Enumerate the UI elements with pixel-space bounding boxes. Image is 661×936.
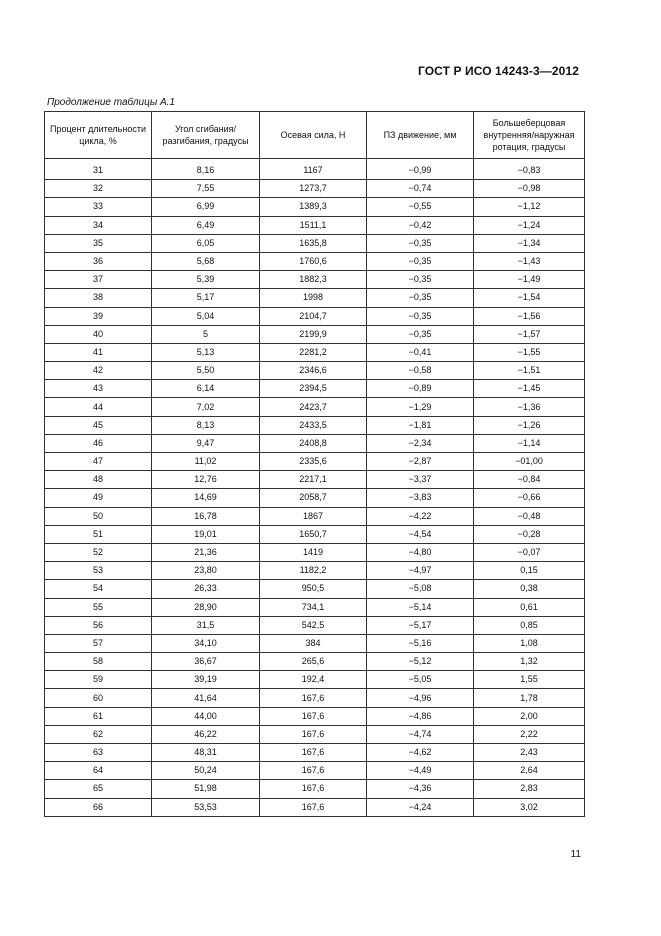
cell-flexion-angle: 6,99: [152, 198, 260, 216]
cell-tibial-rotation: 0,85: [474, 616, 585, 634]
cell-ap-motion: −0,55: [367, 198, 474, 216]
cell-ap-motion: −0,35: [367, 271, 474, 289]
cell-flexion-angle: 31,5: [152, 616, 260, 634]
cell-ap-motion: −0,74: [367, 180, 474, 198]
cell-ap-motion: −0,35: [367, 252, 474, 270]
cell-cycle-percent: 39: [45, 307, 152, 325]
cell-flexion-angle: 21,36: [152, 543, 260, 561]
table-row: [45, 343, 585, 361]
table-row: [45, 489, 585, 507]
cell-axial-force: 167,6: [260, 707, 367, 725]
cell-tibial-rotation: −0,28: [474, 525, 585, 543]
cell-tibial-rotation: 1,08: [474, 634, 585, 652]
cell-cycle-percent: 53: [45, 562, 152, 580]
column-header-cycle-percent: Процент длительности цикла, %: [45, 112, 152, 159]
cell-axial-force: 2394,5: [260, 380, 367, 398]
cell-ap-motion: −4,86: [367, 707, 474, 725]
cell-ap-motion: −4,49: [367, 762, 474, 780]
cell-axial-force: 2423,7: [260, 398, 367, 416]
cell-flexion-angle: 28,90: [152, 598, 260, 616]
cell-axial-force: 167,6: [260, 689, 367, 707]
cell-cycle-percent: 63: [45, 744, 152, 762]
cell-axial-force: 167,6: [260, 744, 367, 762]
cell-tibial-rotation: 0,38: [474, 580, 585, 598]
cell-tibial-rotation: −1,49: [474, 271, 585, 289]
cell-ap-motion: −0,89: [367, 380, 474, 398]
cell-cycle-percent: 43: [45, 380, 152, 398]
cell-cycle-percent: 32: [45, 180, 152, 198]
table-row: [45, 689, 585, 707]
table-row: [45, 598, 585, 616]
cell-flexion-angle: 36,67: [152, 653, 260, 671]
cell-axial-force: 1167: [260, 159, 367, 180]
cell-axial-force: 1635,8: [260, 234, 367, 252]
table-row: [45, 159, 585, 180]
table-row: [45, 252, 585, 270]
cell-flexion-angle: 23,80: [152, 562, 260, 580]
column-header-axial-force: Осевая сила, Н: [260, 112, 367, 159]
table-row: [45, 562, 585, 580]
cell-cycle-percent: 31: [45, 159, 152, 180]
cell-cycle-percent: 66: [45, 798, 152, 816]
cell-cycle-percent: 34: [45, 216, 152, 234]
page-number: 11: [570, 849, 581, 860]
cell-ap-motion: −5,14: [367, 598, 474, 616]
table-row: [45, 289, 585, 307]
table-row: [45, 762, 585, 780]
cell-flexion-angle: 53,53: [152, 798, 260, 816]
table-row: [45, 471, 585, 489]
table-row: [45, 780, 585, 798]
cell-cycle-percent: 59: [45, 671, 152, 689]
cell-ap-motion: −4,74: [367, 725, 474, 743]
table-row: [45, 798, 585, 816]
cell-axial-force: 950,5: [260, 580, 367, 598]
cell-flexion-angle: 44,00: [152, 707, 260, 725]
cell-flexion-angle: 9,47: [152, 434, 260, 452]
cell-tibial-rotation: −1,45: [474, 380, 585, 398]
cell-tibial-rotation: −1,26: [474, 416, 585, 434]
cell-axial-force: 167,6: [260, 798, 367, 816]
cell-tibial-rotation: 1,32: [474, 653, 585, 671]
cell-axial-force: 734,1: [260, 598, 367, 616]
cell-axial-force: 384: [260, 634, 367, 652]
cell-tibial-rotation: −0,98: [474, 180, 585, 198]
cell-axial-force: 167,6: [260, 725, 367, 743]
cell-axial-force: 2058,7: [260, 489, 367, 507]
cell-tibial-rotation: −1,55: [474, 343, 585, 361]
cell-flexion-angle: 8,16: [152, 159, 260, 180]
cell-tibial-rotation: −0,48: [474, 507, 585, 525]
table-row: [45, 507, 585, 525]
cell-flexion-angle: 46,22: [152, 725, 260, 743]
cell-tibial-rotation: −1,57: [474, 325, 585, 343]
cell-flexion-angle: 48,31: [152, 744, 260, 762]
cell-cycle-percent: 35: [45, 234, 152, 252]
table-row: [45, 398, 585, 416]
cell-ap-motion: −5,08: [367, 580, 474, 598]
cell-cycle-percent: 51: [45, 525, 152, 543]
cell-flexion-angle: 7,55: [152, 180, 260, 198]
cell-flexion-angle: 5,39: [152, 271, 260, 289]
cell-tibial-rotation: −0,84: [474, 471, 585, 489]
cell-ap-motion: −4,22: [367, 507, 474, 525]
cell-ap-motion: −0,35: [367, 325, 474, 343]
cell-flexion-angle: 5,68: [152, 252, 260, 270]
cell-axial-force: 1273,7: [260, 180, 367, 198]
table-row: [45, 525, 585, 543]
cell-flexion-angle: 5,17: [152, 289, 260, 307]
cell-axial-force: 2104,7: [260, 307, 367, 325]
table-row: [45, 616, 585, 634]
cell-tibial-rotation: 1,78: [474, 689, 585, 707]
cell-axial-force: 1760,6: [260, 252, 367, 270]
cell-flexion-angle: 16,78: [152, 507, 260, 525]
cell-flexion-angle: 14,69: [152, 489, 260, 507]
table-row: [45, 725, 585, 743]
cell-ap-motion: −2,34: [367, 434, 474, 452]
cell-flexion-angle: 5,50: [152, 362, 260, 380]
cell-axial-force: 167,6: [260, 762, 367, 780]
cell-tibial-rotation: 2,83: [474, 780, 585, 798]
cell-cycle-percent: 64: [45, 762, 152, 780]
cell-tibial-rotation: −01,00: [474, 453, 585, 471]
table-row: [45, 671, 585, 689]
cell-cycle-percent: 52: [45, 543, 152, 561]
cell-tibial-rotation: −1,34: [474, 234, 585, 252]
cell-ap-motion: −4,54: [367, 525, 474, 543]
cell-ap-motion: −5,05: [367, 671, 474, 689]
cell-ap-motion: −5,17: [367, 616, 474, 634]
cell-tibial-rotation: −1,12: [474, 198, 585, 216]
cell-tibial-rotation: −0,66: [474, 489, 585, 507]
cell-flexion-angle: 8,13: [152, 416, 260, 434]
cell-ap-motion: −4,96: [367, 689, 474, 707]
cell-ap-motion: −4,97: [367, 562, 474, 580]
cell-ap-motion: −4,24: [367, 798, 474, 816]
document-code: ГОСТ Р ИСО 14243-3—2012: [417, 64, 579, 78]
cell-flexion-angle: 12,76: [152, 471, 260, 489]
table-row: [45, 180, 585, 198]
table-row: [45, 543, 585, 561]
cell-flexion-angle: 5,13: [152, 343, 260, 361]
table-caption: Продолжение таблицы А.1: [47, 97, 175, 108]
cell-ap-motion: −0,35: [367, 307, 474, 325]
cell-tibial-rotation: 3,02: [474, 798, 585, 816]
cell-cycle-percent: 49: [45, 489, 152, 507]
cell-cycle-percent: 48: [45, 471, 152, 489]
cell-ap-motion: −4,62: [367, 744, 474, 762]
cell-tibial-rotation: −1,14: [474, 434, 585, 452]
table-row: [45, 271, 585, 289]
cell-ap-motion: −1,81: [367, 416, 474, 434]
cell-flexion-angle: 7,02: [152, 398, 260, 416]
cell-cycle-percent: 37: [45, 271, 152, 289]
cell-cycle-percent: 46: [45, 434, 152, 452]
cell-tibial-rotation: −0,07: [474, 543, 585, 561]
cell-tibial-rotation: 0,15: [474, 562, 585, 580]
table-row: [45, 362, 585, 380]
cell-ap-motion: −5,16: [367, 634, 474, 652]
cell-axial-force: 1511,1: [260, 216, 367, 234]
cell-flexion-angle: 50,24: [152, 762, 260, 780]
cell-ap-motion: −0,35: [367, 289, 474, 307]
cell-cycle-percent: 60: [45, 689, 152, 707]
table-body: [45, 159, 585, 817]
cell-axial-force: 1389,3: [260, 198, 367, 216]
cell-cycle-percent: 56: [45, 616, 152, 634]
cell-ap-motion: −3,83: [367, 489, 474, 507]
cell-axial-force: 1650,7: [260, 525, 367, 543]
table-row: [45, 653, 585, 671]
cell-axial-force: 2335,6: [260, 453, 367, 471]
cell-flexion-angle: 41,64: [152, 689, 260, 707]
cell-cycle-percent: 58: [45, 653, 152, 671]
cell-axial-force: 1998: [260, 289, 367, 307]
cell-cycle-percent: 50: [45, 507, 152, 525]
cell-axial-force: 2217,1: [260, 471, 367, 489]
cell-cycle-percent: 33: [45, 198, 152, 216]
cell-tibial-rotation: 2,22: [474, 725, 585, 743]
table-row: [45, 198, 585, 216]
table-header: [45, 112, 585, 159]
table-row: [45, 307, 585, 325]
cell-axial-force: 167,6: [260, 780, 367, 798]
cell-flexion-angle: 6,05: [152, 234, 260, 252]
cell-flexion-angle: 34,10: [152, 634, 260, 652]
cell-axial-force: 1182,2: [260, 562, 367, 580]
table-row: [45, 453, 585, 471]
cell-flexion-angle: 5,04: [152, 307, 260, 325]
cell-tibial-rotation: −1,56: [474, 307, 585, 325]
cell-flexion-angle: 51,98: [152, 780, 260, 798]
cell-cycle-percent: 38: [45, 289, 152, 307]
cell-ap-motion: −0,41: [367, 343, 474, 361]
cell-tibial-rotation: 2,43: [474, 744, 585, 762]
table-row: [45, 707, 585, 725]
column-header-tibial-rotation: Большеберцовая внутренняя/наружная ротация, градусы: [474, 112, 585, 159]
cell-ap-motion: −0,58: [367, 362, 474, 380]
table-row: [45, 634, 585, 652]
cell-cycle-percent: 40: [45, 325, 152, 343]
cell-cycle-percent: 41: [45, 343, 152, 361]
cell-axial-force: 542,5: [260, 616, 367, 634]
cell-ap-motion: −4,36: [367, 780, 474, 798]
cell-flexion-angle: 6,14: [152, 380, 260, 398]
cell-flexion-angle: 26,33: [152, 580, 260, 598]
cell-tibial-rotation: 0,61: [474, 598, 585, 616]
cell-ap-motion: −1,29: [367, 398, 474, 416]
cell-tibial-rotation: −1,24: [474, 216, 585, 234]
cell-cycle-percent: 45: [45, 416, 152, 434]
cell-tibial-rotation: −1,51: [474, 362, 585, 380]
cell-cycle-percent: 47: [45, 453, 152, 471]
table-row: [45, 744, 585, 762]
cell-axial-force: 2199,9: [260, 325, 367, 343]
table-row: [45, 216, 585, 234]
cell-tibial-rotation: −0,83: [474, 159, 585, 180]
cell-cycle-percent: 61: [45, 707, 152, 725]
cell-ap-motion: −0,42: [367, 216, 474, 234]
cell-axial-force: 192,4: [260, 671, 367, 689]
cell-tibial-rotation: 1,55: [474, 671, 585, 689]
cell-axial-force: 2408,8: [260, 434, 367, 452]
cell-cycle-percent: 57: [45, 634, 152, 652]
cell-tibial-rotation: −1,43: [474, 252, 585, 270]
cell-ap-motion: −0,99: [367, 159, 474, 180]
cell-tibial-rotation: 2,64: [474, 762, 585, 780]
cell-tibial-rotation: 2,00: [474, 707, 585, 725]
cell-flexion-angle: 19,01: [152, 525, 260, 543]
cell-axial-force: 265,6: [260, 653, 367, 671]
cell-tibial-rotation: −1,54: [474, 289, 585, 307]
cell-flexion-angle: 6,49: [152, 216, 260, 234]
table-row: [45, 416, 585, 434]
cell-cycle-percent: 55: [45, 598, 152, 616]
cell-flexion-angle: 39,19: [152, 671, 260, 689]
cell-axial-force: 2281,2: [260, 343, 367, 361]
cell-cycle-percent: 62: [45, 725, 152, 743]
cell-axial-force: 1419: [260, 543, 367, 561]
table-row: [45, 580, 585, 598]
cell-ap-motion: −4,80: [367, 543, 474, 561]
cell-ap-motion: −5,12: [367, 653, 474, 671]
cell-cycle-percent: 36: [45, 252, 152, 270]
table-row: [45, 325, 585, 343]
cell-cycle-percent: 54: [45, 580, 152, 598]
cell-ap-motion: −3,37: [367, 471, 474, 489]
cell-tibial-rotation: −1,36: [474, 398, 585, 416]
cell-cycle-percent: 44: [45, 398, 152, 416]
column-header-flexion-angle: Угол сгибания/разгибания, градусы: [152, 112, 260, 159]
cell-ap-motion: −2,87: [367, 453, 474, 471]
cell-ap-motion: −0,35: [367, 234, 474, 252]
cell-axial-force: 2346,6: [260, 362, 367, 380]
cell-flexion-angle: 5: [152, 325, 260, 343]
cell-axial-force: 1867: [260, 507, 367, 525]
cell-cycle-percent: 42: [45, 362, 152, 380]
cell-flexion-angle: 11,02: [152, 453, 260, 471]
data-table: [44, 111, 585, 817]
table-row: [45, 380, 585, 398]
cell-axial-force: 2433,5: [260, 416, 367, 434]
table-row: [45, 434, 585, 452]
column-header-ap-motion: ПЗ движение, мм: [367, 112, 474, 159]
table-row: [45, 234, 585, 252]
cell-axial-force: 1882,3: [260, 271, 367, 289]
cell-cycle-percent: 65: [45, 780, 152, 798]
